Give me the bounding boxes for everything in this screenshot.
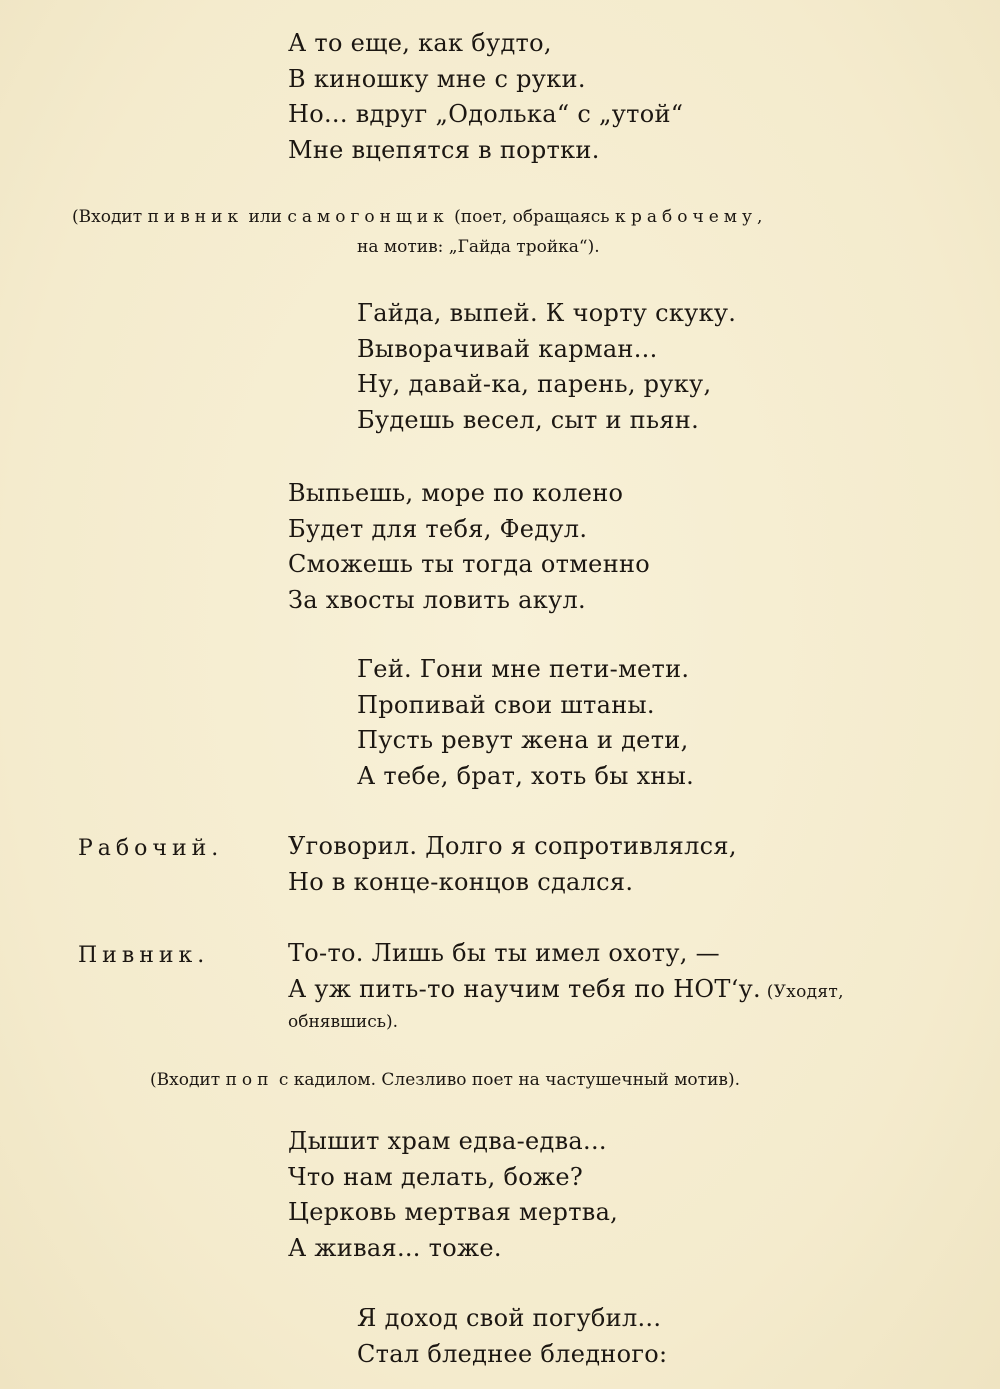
verse-line: А тебе, брат, хоть бы хны. [357, 761, 695, 790]
stanza-3 [288, 476, 650, 618]
verse-line: Сможешь ты тогда отменно [288, 550, 651, 578]
direction-text: (Входит [150, 1070, 226, 1090]
actor-name: пивник [147, 207, 244, 227]
direction-text: с кадилом. Слезливо поет на частушечный мотив). [273, 1070, 741, 1090]
stanza-4 [357, 652, 694, 794]
direction-text: , [757, 207, 763, 227]
verse-line: Будешь весел, сыт и пьян. [357, 405, 700, 434]
verse-line: В киношку мне с руки. [288, 64, 586, 93]
verse-line: А то еще, как будто, [288, 29, 552, 57]
verse-line: Что нам делать, боже? [288, 1162, 583, 1191]
stage-direction-1 [72, 205, 762, 230]
verse-line: Я доход свой погубил... [357, 1304, 662, 1332]
verse-line: А живая... тоже. [288, 1233, 502, 1262]
actor-name: рабочему [630, 207, 757, 227]
dialogue-line: То-то. Лишь бы ты имел охоту, — [288, 939, 720, 967]
stage-note: (Уходят, [761, 981, 844, 1002]
stanza-2 [357, 296, 736, 438]
verse-line: Гей. Гони мне пети-мети. [357, 655, 690, 683]
dialogue-line [288, 972, 844, 1011]
verse-line: За хвосты ловить акул. [288, 585, 586, 614]
stanza-6 [357, 1301, 667, 1372]
verse-line: Дышит храм едва-едва... [288, 1127, 607, 1155]
direction-text: (поет, обращаясь к [448, 207, 631, 227]
speaker-worker: Рабочий. [78, 836, 224, 861]
verse-line: Будет для тебя, Федул. [288, 514, 588, 543]
stage-note-continued: обнявшись). [288, 1012, 399, 1032]
direction-text: или [243, 207, 288, 227]
verse-line: Стал бледнее бледного: [357, 1339, 668, 1368]
verse-line: Выворачивай карман... [357, 334, 658, 363]
stanza-5 [288, 1124, 618, 1266]
verse-line: Ну, давай-ка, парень, руку, [357, 370, 712, 398]
direction-text: (Входит [72, 207, 148, 227]
actor-name: самогонщик [287, 207, 449, 227]
dialogue-line: Уговорил. Долго я сопротивлялся, [288, 832, 737, 860]
stanza-1 [288, 26, 683, 168]
verse-line: Выпьешь, море по колено [288, 479, 624, 507]
dialogue-worker [288, 829, 737, 900]
verse-line: Мне вцепятся в портки. [288, 135, 600, 164]
stage-direction-1-line-2: на мотив: „Гайда тройка“). [357, 237, 600, 257]
verse-line: Пропивай свои штаны. [357, 690, 655, 719]
verse-line: Пусть ревут жена и дети, [357, 726, 689, 754]
verse-line: Но... вдруг „Одолька“ с „утой“ [288, 100, 684, 128]
dialogue-text: А уж пить-то научим тебя по НОТ‘у. [288, 974, 761, 1003]
dialogue-brewer [288, 936, 844, 1010]
speaker-brewer: Пивник. [78, 943, 210, 968]
verse-line: Церковь мертвая мертва, [288, 1198, 619, 1226]
actor-name: поп [225, 1070, 274, 1090]
dialogue-line: Но в конце-концов сдался. [288, 867, 634, 896]
verse-line: Гайда, выпей. К чорту скуку. [357, 299, 737, 327]
stage-direction-2 [150, 1068, 740, 1093]
